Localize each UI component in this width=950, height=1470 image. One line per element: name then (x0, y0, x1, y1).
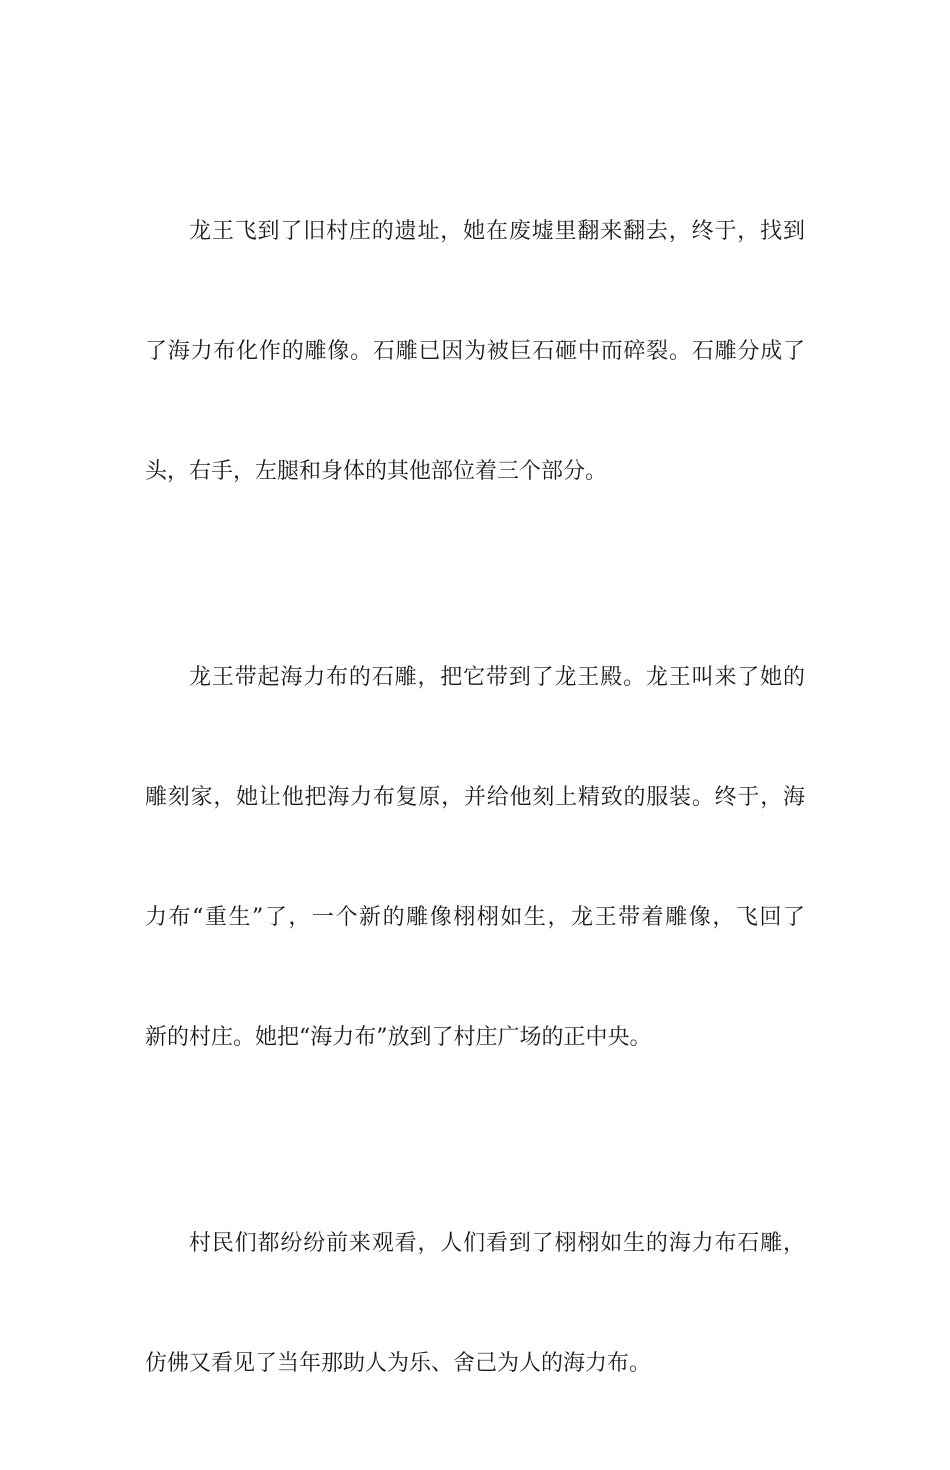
paragraph-3-line-2: 仿佛又看见了当年那助人为乐、舍己为人的海力布。 (145, 1351, 652, 1376)
paragraph-1-line-2: 了海力布化作的雕像。石雕已因为被巨石砸中而碎裂。石雕分成了 (145, 339, 805, 364)
document-body (145, 132, 805, 1470)
paragraph-2-line-2: 雕刻家，她让他把海力布复原，并给他刻上精致的服装。终于，海 (145, 785, 805, 810)
paragraph-1-line-1: 龙王飞到了旧村庄的遗址，她在废墟里翻来翻去，终于，找到 (189, 219, 805, 244)
paragraph-3 (145, 1144, 805, 1464)
paragraph-1-line-3: 头，右手，左腿和身体的其他部位着三个部分。 (145, 459, 608, 484)
paragraph-3-line-1: 村民们都纷纷前来观看，人们看到了栩栩如生的海力布石雕， (189, 1231, 805, 1256)
paragraph-2-line-4: 新的村庄。她把“海力布”放到了村庄广场的正中央。 (145, 1025, 652, 1050)
paragraph-2 (145, 578, 805, 1138)
paragraph-2-line-3: 力布“重生”了，一个新的雕像栩栩如生，龙王带着雕像，飞回了 (145, 905, 805, 930)
paragraph-1 (145, 132, 805, 572)
paragraph-2-line-1: 龙王带起海力布的石雕，把它带到了龙王殿。龙王叫来了她的 (189, 665, 805, 690)
